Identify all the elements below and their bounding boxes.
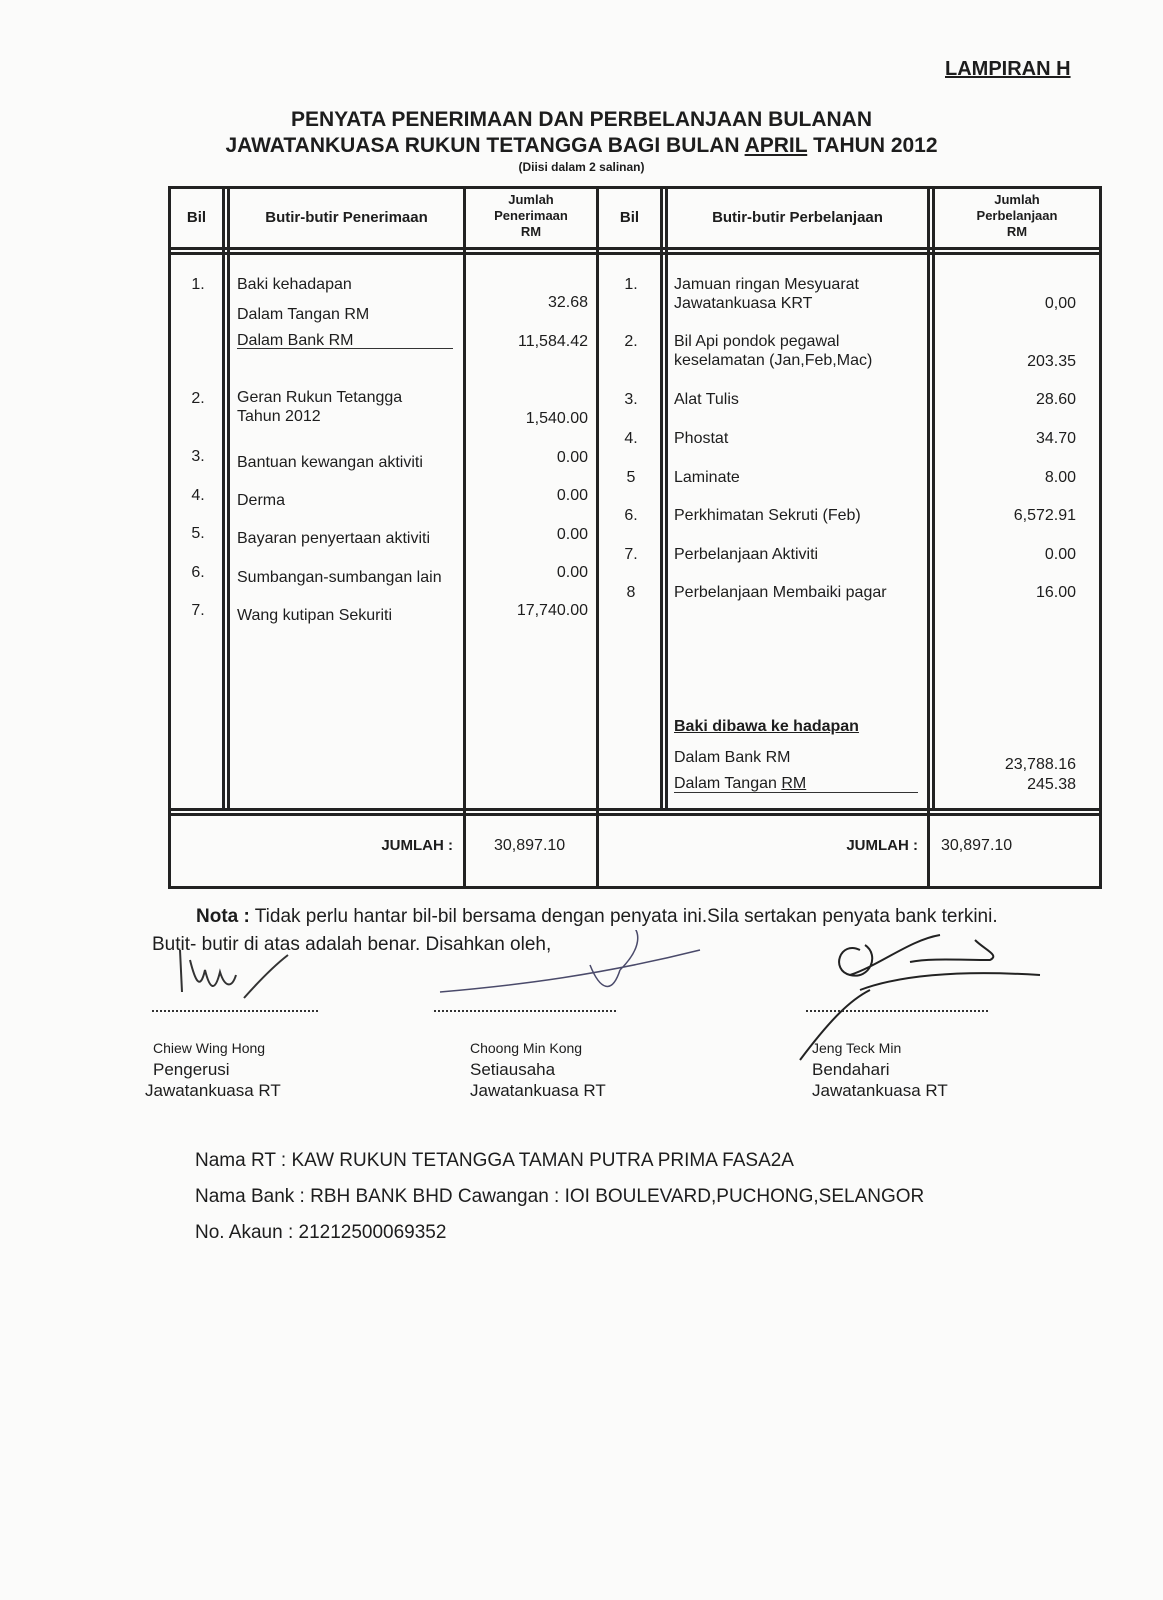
receipt-bil: 4.: [191, 487, 205, 504]
receipt-item: Geran Rukun Tetangga: [237, 389, 403, 406]
expense-item: Alat Tulis: [674, 391, 739, 408]
signatory-name: Chiew Wing Hong: [153, 1040, 266, 1056]
document-title-line2: [0, 134, 1163, 158]
title-line2-suffix: TAHUN 2012: [813, 134, 938, 157]
balance-cash-amount: 245.38: [1027, 776, 1076, 793]
expense-item: Phostat: [674, 430, 729, 447]
receipt-item: Sumbangan-sumbangan lain: [237, 569, 442, 586]
expenses-total-label: JUMLAH :: [846, 837, 918, 854]
header-bil-expenses: Bil: [619, 209, 640, 226]
signatory-name: Choong Min Kong: [470, 1040, 583, 1056]
receipt-item: Wang kutipan Sekuriti: [237, 607, 393, 624]
signatory-org: Jawatankuasa RT: [812, 1081, 948, 1100]
receipt-amount: 0.00: [556, 487, 588, 504]
document-title-line1: PENYATA PENERIMAAN DAN PERBELANJAAN BULANAN: [290, 108, 873, 131]
header-receipt-amount: [466, 192, 596, 240]
signature-line: [806, 1010, 988, 1012]
signature-line: [434, 1010, 616, 1012]
title-month: APRIL: [744, 134, 808, 157]
balance-bank-amount: 23,788.16: [1004, 756, 1076, 773]
statement-table: [168, 186, 1102, 889]
expense-item: Perbelanjaan Aktiviti: [674, 546, 819, 563]
signatory-role: Setiausaha: [470, 1060, 556, 1079]
header-receipt-amount-line: Penerimaan: [494, 208, 568, 223]
receipt-item: Baki kehadapan: [237, 276, 352, 293]
receipt-item: Bayaran penyertaan aktiviti: [237, 530, 430, 547]
expense-amount: 16.00: [1035, 584, 1076, 601]
header-expense-amount-line: RM: [1006, 224, 1028, 239]
expense-item: Laminate: [674, 469, 740, 486]
expense-bil: 4.: [624, 430, 638, 447]
balance-carried-heading: Baki dibawa ke hadapan: [674, 718, 859, 735]
balance-cash-label: [674, 774, 918, 793]
receipt-amount: 17,740.00: [516, 602, 588, 619]
expense-amount: 203.35: [1027, 353, 1076, 370]
signatory-name: Jeng Teck Min: [812, 1040, 902, 1056]
note: [196, 906, 998, 928]
rt-name: Nama RT : KAW RUKUN TETANGGA TAMAN PUTRA PRIMA FASA2A: [195, 1150, 794, 1171]
expense-amount: 0,00: [1044, 295, 1076, 312]
receipt-item: Dalam Tangan RM: [237, 306, 370, 323]
receipt-item: Dalam Bank RM: [237, 331, 453, 349]
signatory-org: Jawatankuasa RT: [145, 1081, 281, 1100]
expense-item: Perbelanjaan Membaiki pagar: [674, 584, 887, 601]
balance-bank-label: Dalam Bank RM: [674, 749, 791, 766]
header-expense-amount-line: Jumlah: [994, 192, 1040, 207]
receipt-item: Derma: [237, 492, 286, 509]
expense-item: Jamuan ringan Mesyuarat: [674, 276, 859, 293]
expense-bil: 7.: [624, 546, 638, 563]
header-bil-receipts: Bil: [186, 209, 207, 226]
expense-amount: 6,572.91: [1013, 507, 1076, 524]
signatory-role: Bendahari: [812, 1060, 890, 1079]
receipt-amount: 0.00: [556, 564, 588, 581]
receipt-bil: 1.: [191, 276, 205, 293]
header-expense-items: Butir-butir Perbelanjaan: [712, 209, 883, 226]
balance-cash-rm: RM: [781, 775, 807, 792]
receipt-item: Tahun 2012: [237, 408, 321, 425]
appendix-label: LAMPIRAN H: [945, 58, 1071, 80]
expense-amount: 28.60: [1035, 391, 1076, 408]
receipt-bil: 6.: [191, 564, 205, 581]
receipts-total-label: JUMLAH :: [381, 837, 453, 854]
expense-bil: 8: [626, 584, 636, 601]
header-receipt-amount-line: Jumlah: [508, 192, 554, 207]
expense-item: Perkhimatan Sekruti (Feb): [674, 507, 861, 524]
expense-item: Bil Api pondok pegawal: [674, 333, 840, 350]
signature-scribbles: [0, 930, 1163, 1080]
receipt-bil: 2.: [191, 390, 205, 407]
expenses-total-amount: 30,897.10: [941, 837, 1013, 854]
header-expense-amount-line: Perbelanjaan: [976, 208, 1058, 223]
document-subtitle: (Diisi dalam 2 salinan): [518, 160, 645, 174]
title-line2-prefix: JAWATANKUASA RUKUN TETANGGA BAGI BULAN: [225, 134, 740, 157]
expense-bil: 1.: [624, 276, 638, 293]
receipt-amount: 0.00: [556, 526, 588, 543]
receipt-item: Bantuan kewangan aktiviti: [237, 454, 423, 471]
account-number: No. Akaun : 21212500069352: [195, 1222, 447, 1243]
receipt-amount: 32.68: [547, 294, 588, 311]
header-expense-amount: [935, 192, 1099, 240]
expense-amount: 8.00: [1044, 469, 1076, 486]
expense-bil: 3.: [624, 391, 638, 408]
expense-amount: 0.00: [1044, 546, 1076, 563]
signature-line: [152, 1010, 318, 1012]
header-receipt-items: Butir-butir Penerimaan: [265, 209, 428, 226]
bank-name: Nama Bank : RBH BANK BHD Cawangan : IOI BOULEVARD,PUCHONG,SELANGOR: [195, 1186, 925, 1207]
receipts-total-amount: 30,897.10: [494, 837, 566, 854]
note-label: Nota :: [196, 906, 250, 927]
receipt-bil: 3.: [191, 448, 205, 465]
receipt-amount: 1,540.00: [525, 410, 588, 427]
receipt-amount: 11,584.42: [518, 333, 588, 350]
note-text: Tidak perlu hantar bil-bil bersama dengan penyata ini.Sila sertakan penyata bank terkini.: [249, 906, 998, 927]
expense-bil: 5: [626, 469, 636, 486]
confirmation-text: Butit- butir di atas adalah benar. Disahkan oleh,: [152, 934, 552, 955]
expense-bil: 2.: [624, 333, 638, 350]
expense-bil: 6.: [624, 507, 638, 524]
receipt-bil: 5.: [191, 525, 205, 542]
receipt-amount: 0.00: [556, 449, 588, 466]
signatory-org: Jawatankuasa RT: [470, 1081, 606, 1100]
receipt-bil: 7.: [191, 602, 205, 619]
header-receipt-amount-line: RM: [520, 224, 542, 239]
signatory-role: Pengerusi: [153, 1060, 230, 1079]
balance-cash-label-text: Dalam Tangan: [674, 775, 782, 792]
expense-amount: 34.70: [1035, 430, 1076, 447]
expense-item: Jawatankuasa KRT: [674, 295, 813, 312]
expense-item: keselamatan (Jan,Feb,Mac): [674, 352, 873, 369]
